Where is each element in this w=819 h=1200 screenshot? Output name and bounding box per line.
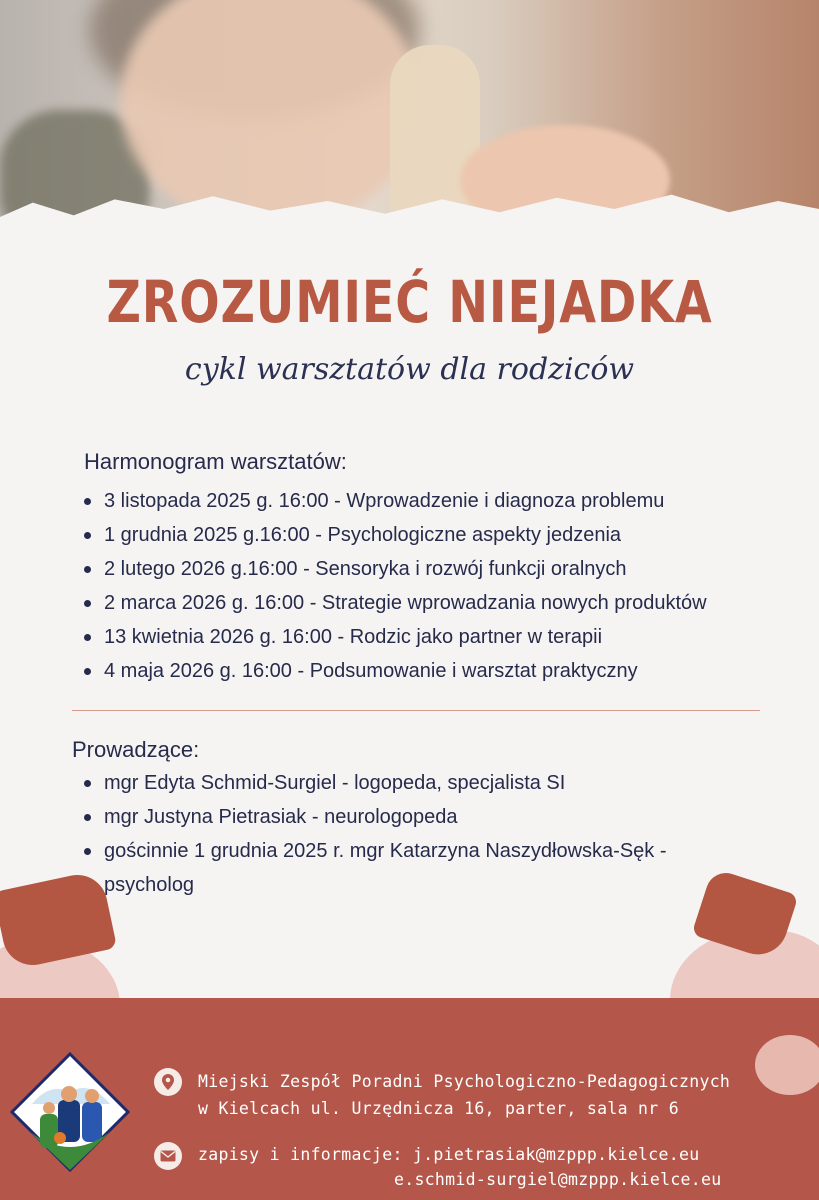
list-item: gościnnie 1 grudnia 2025 r. mgr Katarzyna Naszydłowska-Sęk - psycholog bbox=[80, 834, 720, 902]
address-line: Miejski Zespół Poradni Psychologiczno-Pedagogicznych bbox=[198, 1072, 731, 1091]
page-subtitle: cykl warsztatów dla rodziców bbox=[184, 352, 635, 387]
header-photo bbox=[0, 0, 819, 235]
leaders-list bbox=[80, 766, 720, 902]
contact-email: e.schmid-surgiel@mzppp.kielce.eu bbox=[394, 1170, 722, 1189]
puzzle-piece-decoration bbox=[755, 1035, 819, 1095]
address-line: w Kielcach ul. Urzędnicza 16, parter, sala nr 6 bbox=[198, 1099, 679, 1118]
divider bbox=[72, 710, 760, 711]
list-item: 4 maja 2026 g. 16:00 - Podsumowanie i warsztat praktyczny bbox=[80, 654, 707, 688]
list-item: 2 lutego 2026 g.16:00 - Sensoryka i rozwój funkcji oralnych bbox=[80, 552, 707, 586]
list-item: 2 marca 2026 g. 16:00 - Strategie wprowadzania nowych produktów bbox=[80, 586, 707, 620]
page-title: ZROZUMIEĆ NIEJADKA bbox=[106, 268, 713, 336]
leaders-heading: Prowadzące: bbox=[72, 737, 200, 762]
contact-line: zapisy i informacje: j.pietrasiak@mzppp.kielce.eu bbox=[198, 1145, 700, 1164]
list-item: mgr Justyna Pietrasiak - neurologopeda bbox=[80, 800, 720, 834]
address bbox=[198, 1068, 730, 1122]
location-pin-icon bbox=[154, 1068, 182, 1096]
puzzle-piece-decoration bbox=[0, 869, 117, 970]
list-item: 1 grudnia 2025 g.16:00 - Psychologiczne aspekty jedzenia bbox=[80, 518, 707, 552]
list-item: mgr Edyta Schmid-Surgiel - logopeda, specjalista SI bbox=[80, 766, 720, 800]
list-item: 13 kwietnia 2026 g. 16:00 - Rodzic jako partner w terapii bbox=[80, 620, 707, 654]
schedule-list bbox=[80, 484, 707, 688]
organization-logo bbox=[10, 1052, 130, 1172]
mail-icon bbox=[154, 1142, 182, 1170]
list-item: 3 listopada 2025 g. 16:00 - Wprowadzenie i diagnoza problemu bbox=[80, 484, 707, 518]
schedule-heading: Harmonogram warsztatów: bbox=[84, 449, 347, 474]
